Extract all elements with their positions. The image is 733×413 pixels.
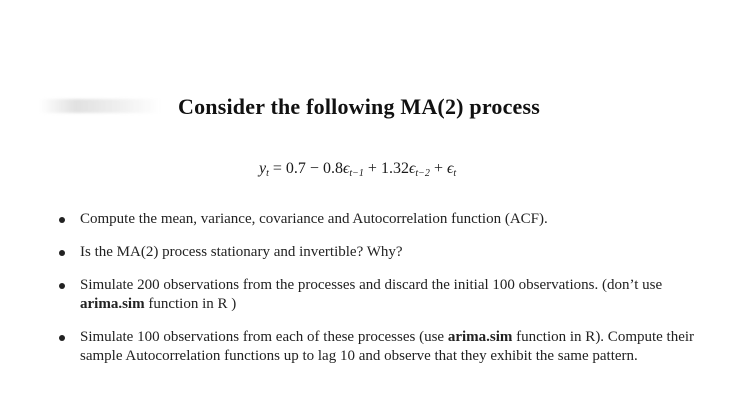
eq-plus2: + [429,160,447,177]
bullet-icon [59,217,65,223]
task-item-stationary [56,243,720,262]
task-text: Compute the mean, variance, covariance and Autocorrelation function (ACF). [80,211,548,227]
bullet-icon [59,250,65,256]
task-text-after: function in R). Compute their sample Autocorrelation functions up to lag 10 and observe that they exhibit the same pattern. [80,329,695,364]
bullet-icon [59,335,65,341]
faded-question-number [40,99,160,113]
bullet-icon [59,283,65,289]
eq-eps3: ϵ [446,160,454,177]
eq-lhs-sub: t [266,168,269,179]
task-list [56,210,720,380]
ma2-equation [259,160,456,179]
eq-eps2-sub: t−2 [415,168,430,179]
task-text-bold: arima.sim [447,329,513,345]
eq-eps1: ϵ [342,160,350,177]
eq-lhs: y [259,160,267,177]
task-text-before: Simulate 200 observations from the processes and discard the initial 100 observations. (don’t use [80,277,663,293]
task-text-bold: arima.sim [80,296,145,312]
task-text: Is the MA(2) process stationary and invertible? Why? [80,244,403,260]
eq-const: = 0.7 − 0.8 [268,160,343,177]
problem-heading: Consider the following MA(2) process [178,94,541,119]
eq-eps2: ϵ [408,160,416,177]
task-item-acf [56,210,720,229]
task-item-simulate-200 [56,276,720,314]
eq-plus1: + 1.32 [363,160,409,177]
task-item-simulate-100 [56,328,720,366]
task-text-before: Simulate 100 observations from each of these processes (use [80,329,448,345]
eq-eps1-sub: t−1 [349,168,364,179]
task-text-after: function in R ) [144,296,237,312]
eq-eps3-sub: t [453,168,457,179]
